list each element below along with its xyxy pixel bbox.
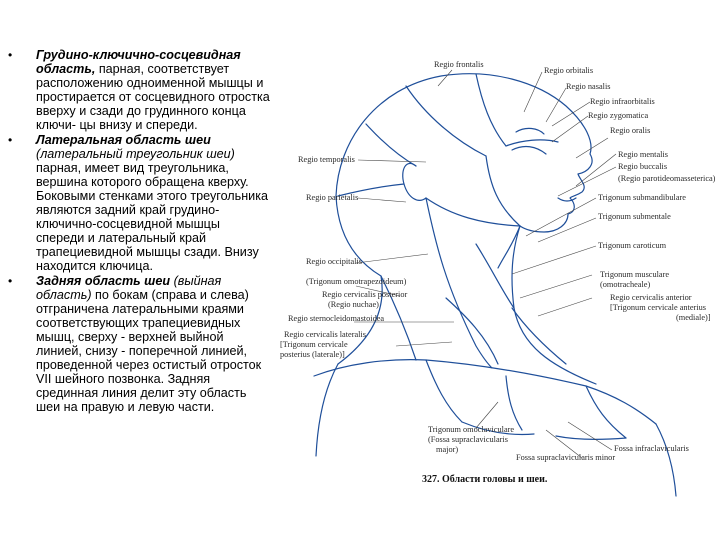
label-frontalis: Regio frontalis — [434, 60, 484, 69]
label-cerv-anterior: Regio cervicalis anterior — [610, 293, 692, 302]
bullet-item-2 — [8, 133, 270, 274]
label-zygomatica: Regio zygomatica — [588, 111, 649, 120]
label-occipitalis: Regio occipitalis — [306, 257, 362, 266]
label-parotideomasseterica: (Regio parotideomasseterica) — [618, 174, 716, 183]
bullet-item-1 — [8, 48, 270, 133]
term-lateral: Латеральная область шеи — [36, 132, 211, 147]
label-oralis: Regio oralis — [610, 126, 651, 135]
bullet-text-3: по бокам (справа и слева) отграничена латеральными краями соответствующих трапециевидных мышц, сверху - верхней выйной линией, снизу - поперечной линией, проведенной через остистый отросток VII шейного позвонка. Задняя срединная линия делит эту область шеи на правую и левую части. — [36, 287, 262, 415]
label-omotracheale: (omotracheale) — [600, 280, 651, 289]
bullet-text-2: парная, имеет вид треугольника, вершина которого обращена кверху. Боковыми стенками этого треугольника являются задний край грудино-ключично-сосцевидной мышцы спереди и латеральный край трапециевидной мышцы сзади. Внизу находится ключица. — [36, 160, 268, 274]
label-trig-anterior: [Trigonum cervicale anterius — [610, 303, 707, 312]
label-infraorbitalis: Regio infraorbitalis — [590, 97, 655, 106]
label-infraclavicularis: Fossa infraclavicularis — [614, 444, 689, 453]
label-musculare: Trigonum musculare — [600, 270, 670, 279]
anatomy-figure — [276, 46, 720, 506]
term-posterior: Задняя область шеи — [36, 273, 171, 288]
label-nuchae: (Regio nuchae) — [328, 300, 379, 309]
bullet-dot: • — [8, 273, 13, 288]
bullet-dot: • — [8, 48, 13, 62]
label-nasalis: Regio nasalis — [566, 82, 611, 91]
bullet-dot: • — [8, 132, 13, 147]
label-trig-posterius: [Trigonum cervicale — [280, 340, 348, 349]
term-scm: Грудино-ключично-сосцевидная область, — [36, 48, 241, 77]
bullet-text-1: парная, соответствует расположению одноименной мышцы и простирается от сосцевидного отростка вверху и сзади до грудинного конца ключи- цы внизу и спереди. — [36, 62, 270, 133]
term-posterior-extra: (выйная область) — [36, 273, 222, 302]
label-orbitalis: Regio orbitalis — [544, 66, 594, 75]
label-omotrapezoideum: (Trigonum omotrapezoideum) — [306, 277, 407, 286]
label-posterius-lat: posterius (laterale)] — [280, 350, 345, 359]
label-buccalis: Regio buccalis — [618, 162, 668, 171]
label-caroticum: Trigonum caroticum — [598, 241, 667, 250]
label-temporalis: Regio temporalis — [298, 155, 355, 164]
label-parietalis: Regio parietalis — [306, 193, 359, 202]
text-column — [8, 48, 270, 414]
label-mentalis: Regio mentalis — [618, 150, 669, 159]
label-fossa-supra-major: (Fossa supraclavicularis — [428, 435, 508, 444]
label-cerv-lateralis: Regio cervicalis lateralis — [284, 330, 367, 339]
label-scm: Regio sternocleidomastoidea — [288, 314, 385, 323]
figure-caption: 327. Области головы и шеи. — [422, 474, 548, 485]
label-submentale: Trigonum submentale — [598, 212, 671, 221]
label-submandibulare: Trigonum submandibulare — [598, 193, 686, 202]
label-mediale: (mediale)] — [676, 313, 711, 322]
label-major: major) — [436, 445, 459, 454]
bullet-item-3 — [8, 274, 270, 415]
label-cerv-posterior: Regio cervicalis posterior — [322, 290, 408, 299]
term-lateral-extra: (латеральный треугольник шеи) — [36, 146, 235, 161]
label-supra-minor: Fossa supraclavicularis minor — [516, 453, 616, 462]
label-omoclaviculare: Trigonum omoclaviculare — [428, 425, 515, 434]
